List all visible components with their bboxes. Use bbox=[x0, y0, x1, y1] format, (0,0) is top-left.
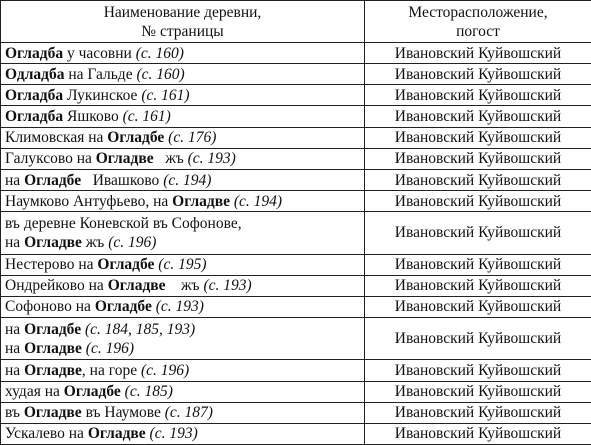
page-ref: (с. 196) bbox=[140, 361, 190, 379]
village-name-text: въ деревне Коневской въ Софонове, bbox=[5, 214, 242, 232]
table-row bbox=[1, 127, 591, 148]
page-ref: (с. 161) bbox=[122, 108, 171, 126]
village-name-text: , на горе bbox=[81, 361, 141, 379]
page-ref: (с. 193) bbox=[155, 298, 204, 316]
table-row bbox=[1, 191, 591, 212]
page-ref: (с. 160) bbox=[136, 65, 185, 83]
village-name-cell bbox=[1, 85, 365, 106]
page-ref: (с. 193) bbox=[203, 277, 252, 295]
village-name-cell bbox=[1, 402, 365, 423]
village-name-text: жъ bbox=[165, 277, 204, 295]
village-name-text: на Гальде bbox=[64, 65, 137, 83]
location-cell: Ивановский Куйвошский bbox=[365, 169, 591, 190]
village-name-bold: Огладба bbox=[5, 44, 64, 62]
village-name-cell bbox=[1, 106, 365, 127]
village-name-text: на bbox=[5, 320, 25, 338]
village-name-text: въ bbox=[5, 404, 24, 422]
table-body bbox=[1, 43, 591, 445]
location-cell: Ивановский Куйвошский bbox=[365, 254, 591, 275]
location-cell: Ивановский Куйвошский bbox=[365, 402, 591, 423]
page-ref: (с. 161) bbox=[141, 86, 190, 104]
village-name-text: на bbox=[5, 339, 25, 357]
village-name-bold: Огладве bbox=[172, 192, 231, 210]
table-row bbox=[1, 254, 591, 275]
page-ref: (с. 194) bbox=[163, 171, 212, 189]
village-name-cell bbox=[1, 296, 365, 317]
village-name-cell bbox=[1, 43, 365, 64]
location-cell: Ивановский Куйвошский bbox=[365, 127, 591, 148]
village-name-text: Софоново на bbox=[5, 298, 95, 316]
village-name-text: жъ bbox=[153, 150, 188, 168]
village-name-cell bbox=[1, 191, 365, 212]
table-row bbox=[1, 64, 591, 85]
village-name-text: Наумково Антуфьево, на bbox=[5, 192, 173, 210]
village-name-text: на bbox=[5, 233, 25, 251]
village-name-bold: Огладве bbox=[107, 277, 166, 295]
location-cell: Ивановский Куйвошский bbox=[365, 85, 591, 106]
location-cell: Ивановский Куйвошский bbox=[365, 148, 591, 169]
village-name-bold: Огладве bbox=[87, 425, 146, 443]
village-name-bold: Огладве bbox=[24, 339, 82, 357]
table-row bbox=[1, 43, 591, 64]
village-name-cell bbox=[1, 360, 365, 381]
table-row bbox=[1, 275, 591, 296]
village-name-bold: Огладве bbox=[23, 404, 82, 422]
village-name-bold: Огладбе bbox=[107, 129, 165, 147]
village-name-cell bbox=[1, 381, 365, 402]
village-name-bold: Огладве bbox=[95, 150, 154, 168]
village-name-text: Ондрейково на bbox=[5, 277, 108, 295]
page-ref: (с. 196) bbox=[85, 339, 134, 357]
village-name-cell bbox=[1, 127, 365, 148]
table-row bbox=[1, 169, 591, 190]
village-name-bold: Огладбе bbox=[24, 171, 82, 189]
page-ref: (с. 184, 185, 193) bbox=[84, 320, 196, 338]
village-name-bold: Огладбе bbox=[63, 383, 121, 401]
header-location-line1: Месторасположение, bbox=[408, 3, 548, 21]
page-ref: (с. 195) bbox=[158, 256, 207, 274]
page-ref: (с. 193) bbox=[149, 425, 198, 443]
header-location-line2: погост bbox=[456, 22, 500, 40]
village-name-text: на bbox=[5, 171, 25, 189]
village-name-text: на bbox=[5, 361, 25, 379]
table-row bbox=[1, 296, 591, 317]
location-cell: Ивановский Куйвошский bbox=[365, 360, 591, 381]
village-name-text: жъ bbox=[81, 233, 109, 251]
village-name-text: Галуксово на bbox=[5, 150, 96, 168]
location-cell: Ивановский Куйвошский bbox=[365, 191, 591, 212]
page-ref: (с. 193) bbox=[187, 150, 236, 168]
village-name-bold: Огладбе bbox=[24, 320, 82, 338]
header-village-name bbox=[1, 1, 365, 43]
village-name-cell bbox=[1, 423, 365, 444]
location-cell: Ивановский Куйвошский bbox=[365, 43, 591, 64]
village-name-text: у часовни bbox=[63, 44, 136, 62]
village-name-bold: Огладбе bbox=[97, 256, 155, 274]
page-ref: (с. 176) bbox=[168, 129, 217, 147]
table-header-row bbox=[1, 1, 591, 43]
village-name-text: Ускалево на bbox=[5, 425, 88, 443]
table-row bbox=[1, 85, 591, 106]
header-village-line2: № страницы bbox=[141, 22, 224, 40]
table-row bbox=[1, 360, 591, 381]
page-ref: (с. 194) bbox=[233, 192, 283, 210]
table-row bbox=[1, 318, 591, 360]
village-name-cell bbox=[1, 275, 365, 296]
page-ref: (с. 187) bbox=[164, 404, 213, 422]
location-cell: Ивановский Куйвошский bbox=[365, 212, 591, 254]
village-name-bold: Огладве bbox=[24, 361, 82, 379]
location-cell: Ивановский Куйвошский bbox=[365, 106, 591, 127]
village-name-bold: Огладве bbox=[24, 233, 82, 251]
village-name-bold: Огладбе bbox=[94, 298, 152, 316]
village-name-cell bbox=[1, 169, 365, 190]
village-name-text: Ивашково bbox=[81, 171, 164, 189]
table-row bbox=[1, 402, 591, 423]
village-name-bold: Одладба bbox=[5, 65, 65, 83]
location-cell: Ивановский Куйвошский bbox=[365, 381, 591, 402]
table-row bbox=[1, 212, 591, 254]
table-row bbox=[1, 148, 591, 169]
village-name-bold: Огладба bbox=[5, 108, 64, 126]
village-name-text: худая на bbox=[5, 383, 64, 401]
location-cell: Ивановский Куйвошский bbox=[365, 318, 591, 360]
village-name-bold: Огладба bbox=[5, 86, 64, 104]
location-cell: Ивановский Куйвошский bbox=[365, 296, 591, 317]
table-row bbox=[1, 381, 591, 402]
village-name-text: Яшково bbox=[63, 108, 123, 126]
village-name-cell bbox=[1, 148, 365, 169]
location-cell: Ивановский Куйвошский bbox=[365, 423, 591, 444]
village-name-text: Лукинское bbox=[63, 86, 142, 104]
page-ref: (с. 196) bbox=[108, 233, 157, 251]
village-name-text: Нестерово на bbox=[5, 256, 98, 274]
header-location bbox=[365, 1, 591, 43]
village-name-cell bbox=[1, 318, 365, 360]
village-name-text: Климовская на bbox=[5, 129, 108, 147]
village-name-text: въ Наумове bbox=[81, 404, 165, 422]
location-cell: Ивановский Куйвошский bbox=[365, 64, 591, 85]
page-ref: (с. 160) bbox=[135, 44, 184, 62]
page-ref: (с. 185) bbox=[124, 383, 173, 401]
header-village-line1: Наименование деревни, bbox=[103, 3, 262, 21]
location-cell: Ивановский Куйвошский bbox=[365, 275, 591, 296]
table-row bbox=[1, 423, 591, 444]
village-name-cell bbox=[1, 64, 365, 85]
village-name-cell bbox=[1, 212, 365, 254]
table-row bbox=[1, 106, 591, 127]
village-name-cell bbox=[1, 254, 365, 275]
